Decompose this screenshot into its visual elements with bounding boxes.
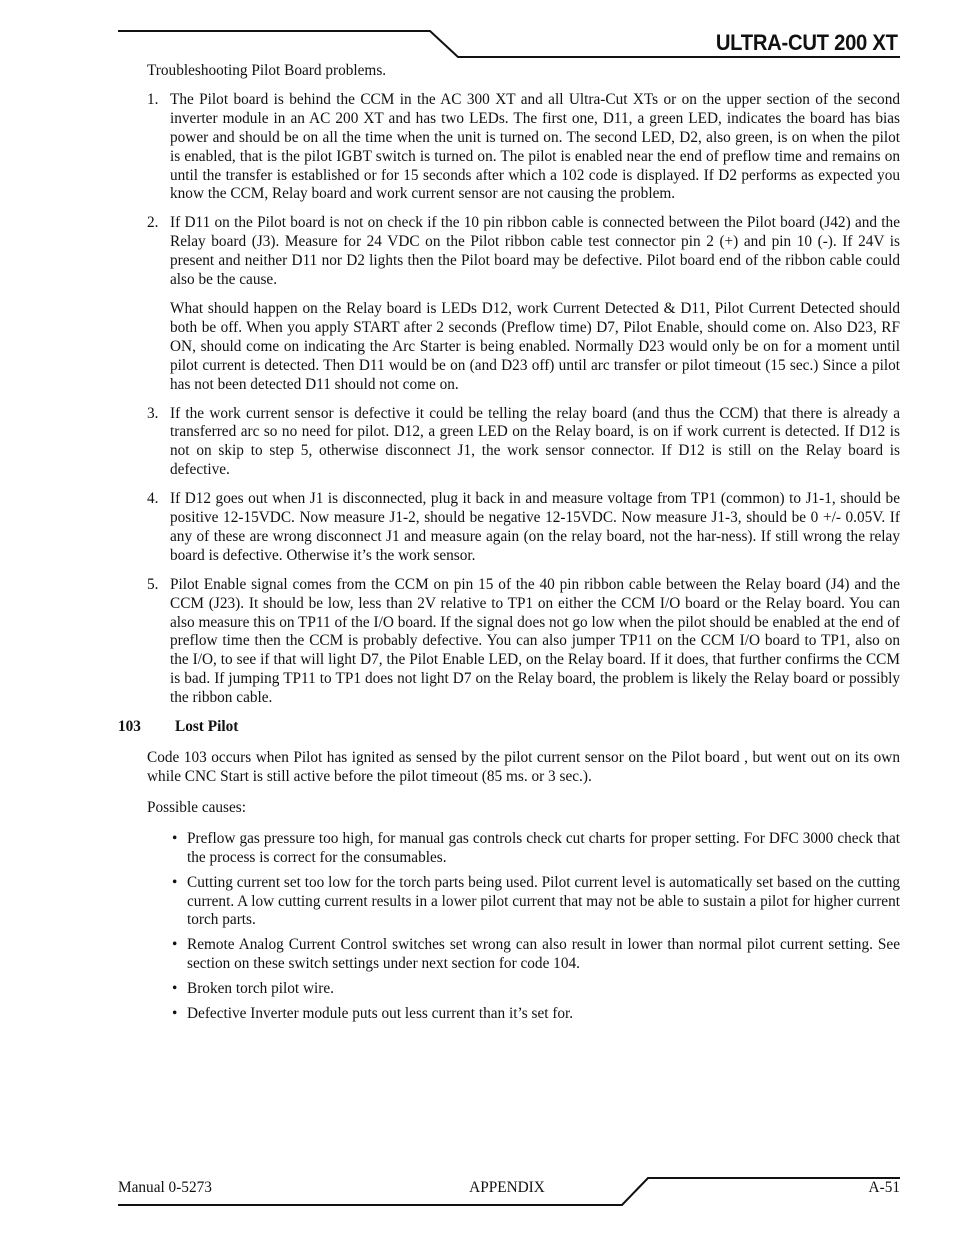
section-heading (118, 718, 900, 737)
step-item (118, 490, 900, 566)
cause-item (118, 936, 900, 974)
manual-number: Manual 0-5273 (118, 1179, 212, 1196)
step-text: Pilot Enable signal comes from the CCM on pin 15 of the 40 pin ribbon cable between the Relay board (J4) and the CCM (J23). It should be low, less than 2V relative to TP1 on either the CCM I/O board or the Relay board. You can also measure this on TP11 of the I/O board. If the signal does not go low when the pilot should be enabled at the end of preflow time then the CCM is probably defective. You can also jumper TP11 on the CCM I/O board to TP1, also on the I/O, to see if that will light D7, the Pilot Enable LED, on the Relay board. If it does, that further confirms the CCM is bad. If jumping TP11 to TP1 does not light D7 on the Relay board, the problem is likely the Relay board or possibly the ribbon cable. (170, 575, 900, 707)
section-name: APPENDIX (469, 1179, 545, 1196)
bullet-icon: • (172, 936, 178, 954)
step-text: If D11 on the Pilot board is not on check if the 10 pin ribbon cable is connected between the Pilot board (J42) and the Relay board (J3). Measure for 24 VDC on the Pilot ribbon cable test connector pin 2 (+) and pin 10 (-). If 24V is present and neither D11 nor D2 lights then the Pilot board may be defective. Pilot board end of the ribbon cable could also be the cause. (170, 214, 900, 289)
step-item (118, 91, 900, 204)
step-text: If D12 goes out when J1 is disconnected, plug it back in and measure voltage from TP1 (common) to J1-1, should be positive 12-15VDC. Now measure J1-2, should be negative 12-15VDC. Now measure J1-3, should be 0 +/- 0.05V. If any of these are wrong disconnect J1 and measure again (on the relay board, not the har-ness). If still wrong the relay board is defective. Otherwise it’s the work sensor. (170, 490, 900, 564)
section-title: Lost Pilot (175, 718, 239, 736)
document-title: ULTRA-CUT 200 XT (716, 30, 898, 55)
step-item (118, 405, 900, 481)
cause-item (118, 874, 900, 931)
cause-item (118, 980, 900, 999)
cause-text: Defective Inverter module puts out less current than it’s set for. (187, 1005, 574, 1023)
step-item (118, 214, 900, 394)
step-text: The Pilot board is behind the CCM in the AC 300 XT and all Ultra-Cut XTs or on the upper section of the second inverter module in an AC 200 XT and has two LEDs. The first one, D11, a green LED, indicates the board has bias power and should be on all the time when the unit is turned on. The second LED, D2, also green, is on when the pilot is enabled, that is the pilot IGBT switch is turned on. The pilot is enabled near the end of preflow time and remains on until the transfer is established or for 15 seconds after which a 102 code is displayed. If D2 performs as expected you know the CCM, Relay board and work current sensor are not causing the problem. (170, 90, 900, 203)
section-description: Code 103 occurs when Pilot has ignited as sensed by the pilot current sensor on the Pilot board , but went out on its own while CNC Start is still active before the pilot timeout (85 ms. or 3 sec.). (147, 749, 900, 785)
troubleshooting-steps (118, 91, 900, 708)
section-code: 103 (118, 718, 141, 736)
cause-text: Broken torch pilot wire. (187, 980, 334, 998)
step-item (118, 576, 900, 708)
step-number: 5. (147, 575, 159, 593)
bullet-icon: • (172, 829, 178, 847)
cause-text: Cutting current set too low for the torch parts being used. Pilot current level is automatically set based on the cutting current. A low cutting current results in a lower pilot current that may not be able to sustain a pilot for higher current torch parts. (187, 873, 900, 929)
step-text: What should happen on the Relay board is LEDs D12, work Current Detected & D11, Pilot Current Detected should both be off. When you apply START after 2 seconds (Preflow time) D7, Pilot Enable, should come on. Also D23, RF ON, should come on indicating the Arc Starter is being enabled. Normally D23 would only be on for a moment until pilot current is detected. Then D11 would be on (and D23 off) until arc transfer or pilot timeout (15 sec.) Since a pilot has not been detected D11 should not come on. (170, 299, 900, 393)
page-number: A-51 (868, 1179, 900, 1196)
bullet-icon: • (172, 980, 178, 998)
cause-text: Remote Analog Current Control switches set wrong can also result in lower than normal pilot current setting. See section on these switch settings under next section for code 104. (187, 936, 900, 973)
step-number: 1. (147, 90, 159, 108)
bullet-icon: • (172, 1005, 178, 1023)
cause-item (118, 830, 900, 868)
step-text: If the work current sensor is defective it could be telling the relay board (and thus the CCM) that there is already a transferred arc so no need for pilot. D12, a green LED on the Relay board, is on if work current is detected. If D12 is not on skip to step 5, otherwise disconnect J1, the work sensor connector. If D12 is still on the Relay board is defective. (170, 404, 900, 479)
cause-text: Preflow gas pressure too high, for manual gas controls check cut charts for proper setting. For DFC 3000 check that the process is correct for the consumables. (187, 829, 900, 866)
causes-label: Possible causes: (147, 798, 246, 816)
page-body (118, 62, 900, 1030)
intro-text: Troubleshooting Pilot Board problems. (147, 62, 387, 79)
causes-list (118, 830, 900, 1024)
step-number: 4. (147, 490, 159, 508)
step-number: 3. (147, 404, 159, 422)
bullet-icon: • (172, 873, 178, 891)
cause-item (118, 1005, 900, 1024)
step-number: 2. (147, 214, 159, 232)
